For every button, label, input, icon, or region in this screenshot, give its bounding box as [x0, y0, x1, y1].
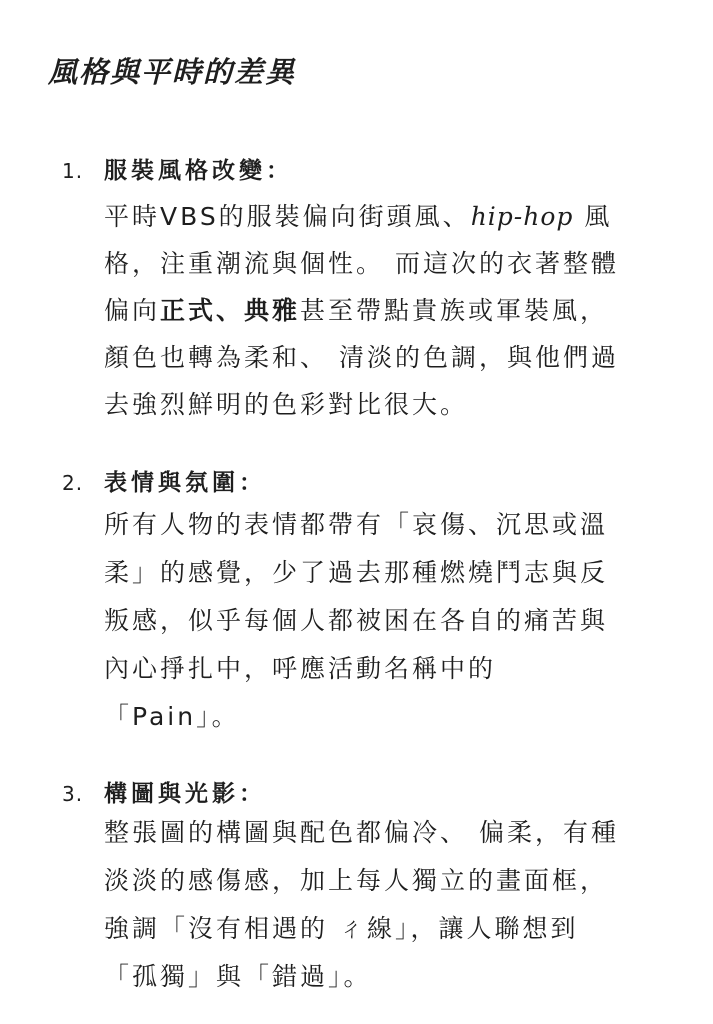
text-line: [104, 388, 468, 422]
text-line: [104, 652, 496, 686]
text-run: 去強烈鮮明的色彩對比很大。: [104, 390, 469, 419]
text-run: 內心掙扎中，呼應活動名稱中的: [104, 654, 497, 683]
text-line: [104, 912, 578, 946]
text-run: 整張圖的構圖與配色都偏冷、 偏柔，有種: [104, 818, 619, 847]
text-run: 淡淡的感傷感，加上每人獨立的畫面框，: [104, 866, 609, 895]
section-heading-3: [62, 775, 266, 808]
text-line: [104, 247, 619, 281]
section-heading-2: [62, 464, 266, 497]
text-run: ㄔ: [338, 914, 367, 943]
text-run-latin: hip-hop: [470, 202, 574, 231]
section-number: 3.: [62, 782, 84, 806]
text-line: [104, 960, 372, 994]
text-line: [104, 341, 619, 375]
text-run: 風: [573, 202, 613, 231]
text-run: 柔」的感覺，少了過去那種燃燒鬥志與反: [104, 558, 609, 587]
text-line: [104, 816, 619, 850]
section-heading-1: [62, 152, 293, 185]
text-line: [104, 604, 608, 638]
section-title: 服裝風格改變：: [104, 158, 293, 184]
text-run-bold: 正式、典雅: [160, 296, 301, 325]
text-run: 線」，讓人聯想到: [366, 914, 579, 943]
section-number: 2.: [62, 471, 84, 495]
text-run: 顏色也轉為柔和、 清淡的色調，與他們過: [104, 343, 619, 372]
text-run: 格，注重潮流與個性。 而這次的衣著整體: [104, 249, 619, 278]
text-run: 所有人物的表情都帶有「哀傷、沉思或溫: [104, 510, 609, 539]
text-line: [104, 700, 240, 734]
section-number: 1.: [62, 159, 84, 183]
text-run: 叛感，似乎每個人都被困在各自的痛苦與: [104, 606, 609, 635]
section-title: 構圖與光影：: [104, 781, 266, 807]
text-run: 「孤獨」與「錯過」。: [104, 962, 372, 991]
text-run: 「Pain」。: [104, 702, 240, 731]
text-line: [104, 556, 608, 590]
text-run: 強調「沒有相遇的: [104, 914, 339, 943]
page-title: 風格與平時的差異: [48, 55, 297, 89]
text-run: 平時VBS的服裝偏向街頭風、: [104, 202, 471, 231]
text-line: [104, 294, 608, 328]
text-line: [104, 200, 612, 234]
section-title: 表情與氛圍：: [104, 470, 266, 496]
text-run: 甚至帶點貴族或軍裝風，: [300, 296, 609, 325]
text-line: [104, 864, 608, 898]
text-line: [104, 508, 608, 542]
text-run: 偏向: [104, 296, 161, 325]
